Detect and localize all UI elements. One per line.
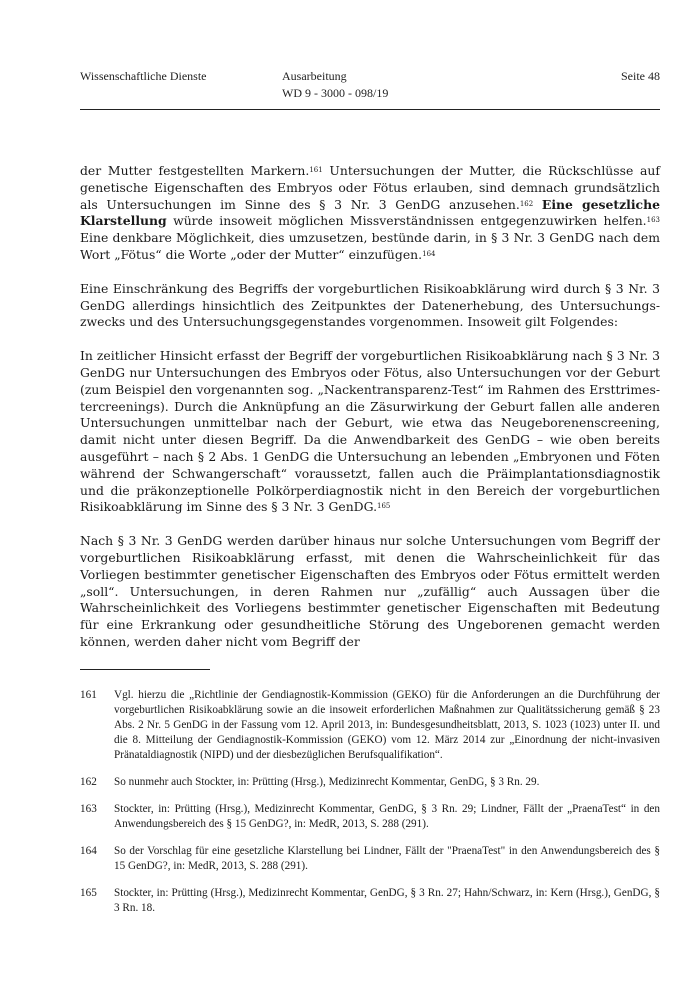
footnote-item <box>80 688 660 763</box>
paragraph-text: Eine denkbare Möglichkeit, dies umzusetzen, bestünde darin, in § 3 Nr. 3 GenDG nach dem Wort „Fötus“ die Worte „oder der Mutter“ einzufügen. <box>80 230 660 262</box>
header-divider <box>80 109 660 110</box>
header-document-info <box>282 68 388 102</box>
footnote-number: 165 <box>80 887 97 899</box>
paragraph-text <box>533 197 542 212</box>
footnotes <box>80 688 660 928</box>
footnote-text: So nunmehr auch Stockter, in: Prütting (Hrsg.), Medizinrecht Kommentar, GenDG, § 3 Rn. 29. <box>114 776 540 788</box>
header-page-number: Seite 48 <box>621 69 660 83</box>
header-document-id: WD 9 - 3000 - 098/19 <box>282 86 389 100</box>
paragraph-text: Nach § 3 Nr. 3 GenDG werden darüber hinaus nur solche Untersuchungen vom Begriff der vorgeburtlichen Risikoabklärung erfasst, mit denen die Wahrscheinlichkeit für das Vorliegen bestimmter genetischer Eigenschaften des Embryos oder Fötus ermittelt werden „soll“. Untersuchungen, in deren Rahmen nur „zufällig“ auch Aussagen über die Wahrscheinlichkeit des Vorliegens bestimmter genetischer Eigenschaften mit Bedeutung für eine Erkrankung oder gesundheitliche Störung des Ungeborenen gemacht werden können, werden daher nicht vom Begriff der <box>80 533 660 649</box>
footnote-item <box>80 844 660 874</box>
header-organization: Wissenschaftliche Dienste <box>80 69 207 83</box>
body-paragraph <box>80 533 660 651</box>
footnote-reference[interactable]: 162 <box>519 199 534 208</box>
body-paragraph <box>80 163 660 264</box>
paragraph-text: Untersuchungen der Mutter, die Rückschlüsse auf genetische Eigenschaften des Embryos oder Fötus erlauben, sind demnach grundsätzlich als Untersuchungen im Sinne des § 3 Nr. 3 GenDG anzusehen. <box>80 163 660 212</box>
paragraph-text: der Mutter festgestellten Markern. <box>80 163 310 178</box>
footnote-reference[interactable]: 161 <box>309 166 323 174</box>
header-document-type: Ausarbeitung <box>282 69 347 83</box>
footnote-reference[interactable]: 165 <box>377 502 391 511</box>
footnote-divider <box>80 669 210 670</box>
footnote-item <box>80 775 660 790</box>
footnote-reference[interactable]: 163 <box>646 216 660 225</box>
footnote-number: 162 <box>80 776 97 788</box>
footnote-text: Stockter, in: Prütting (Hrsg.), Medizinrecht Kommentar, GenDG, § 3 Rn. 29; Lindner, Fällt der „PraenaTest“ in den Anwendungsbereich des § 15 GenDG?, in: MedR, 2013, S. 288 (291). <box>114 803 660 830</box>
paragraph-text: Eine Einschränkung des Begriffs der vorgeburtlichen Risikoabklärung wird durch § 3 Nr. 3 GenDG allerdings hinsichtlich des Zeitpunktes der Datenerhebung, des Untersuchungszwecks und des Untersuchungsgegenstandes vorgenommen. Insoweit gilt Folgendes: <box>80 280 660 330</box>
body-paragraph <box>80 348 660 516</box>
footnote-text: Stockter, in: Prütting (Hrsg.), Medizinrecht Kommentar, GenDG, § 3 Rn. 27; Hahn/Schwarz, in: Kern (Hrsg.), GenDG, § 3 Rn. 18. <box>114 887 660 914</box>
footnote-number: 161 <box>80 689 97 701</box>
footnote-number: 163 <box>80 803 97 815</box>
footnote-text: Vgl. hierzu die „Richtlinie der Gendiagnostik-Kommission (GEKO) für die Anforderungen an die Durchführung der vorgeburtlichen Risikoabklärung sowie an die insoweit erforderlichen Maßnahmen zur Qualitätssicherung gemäß § 23 Abs. 2 Nr. 5 GenDG in der Fassung vom 12. April 2013, in: Bundesgesundheitsblatt, 2013, S. 1023 (1023) unter II. und die 8. Mitteilung der Gendiagnostik-Kommission (GEKO) vom 12. März 2014 zur „Einordnung der nicht-invasiven Pränataldiagnostik (NIPD) und der diesbezüglichen Berufsqualifikation“. <box>114 689 660 761</box>
footnote-text: So der Vorschlag für eine gesetzliche Klarstellung bei Lindner, Fällt der "PraenaTest" in den Anwendungsbereich des § 15 GenDG?, in: MedR, 2013, S. 288 (291). <box>114 845 660 872</box>
body-text <box>80 163 660 651</box>
footnote-item <box>80 886 660 916</box>
emphasized-text: Eine gesetzliche Klarstellung <box>80 196 660 229</box>
paragraph-text: würde insoweit möglichen Missverständnissen entgegenzuwirken helfen. <box>166 213 647 229</box>
body-paragraph <box>80 281 660 331</box>
footnote-item <box>80 802 660 832</box>
footnote-reference[interactable]: 164 <box>422 249 436 258</box>
footnote-number: 164 <box>80 845 97 857</box>
paragraph-text: In zeitlicher Hinsicht erfasst der Begriff der vorgeburtlichen Risikoabklärung nach § 3 Nr. 3 GenDG nur Untersuchungen des Embryos oder Fötus, also Untersuchungen vor der Geburt (zum Beispiel den vorgenannten sog. „Nackentransparenz-Test“ im Rahmen des Ersttrimestercreenings). Durch die Anknüpfung an die Zäsurwirkung der Geburt fallen alle anderen Untersuchungen unmittelbar nach der Geburt, wie etwa das Neugeborenenscreening, damit nicht unter diesen Begriff. Da die Anwendbarkeit des GenDG – wie oben bereits ausgeführt – nach § 2 Abs. 1 GenDG die Untersuchung an lebenden „Embryonen und Föten während der Schwangerschaft“ voraussetzt, fallen auch die Präimplantationsdiagnostik und die präkonzeptionelle Polkörperdiagnostik nicht in den Bereich der vorgeburtlichen Risikoabklärung im Sinne des § 3 Nr. 3 GenDG. <box>80 348 660 515</box>
